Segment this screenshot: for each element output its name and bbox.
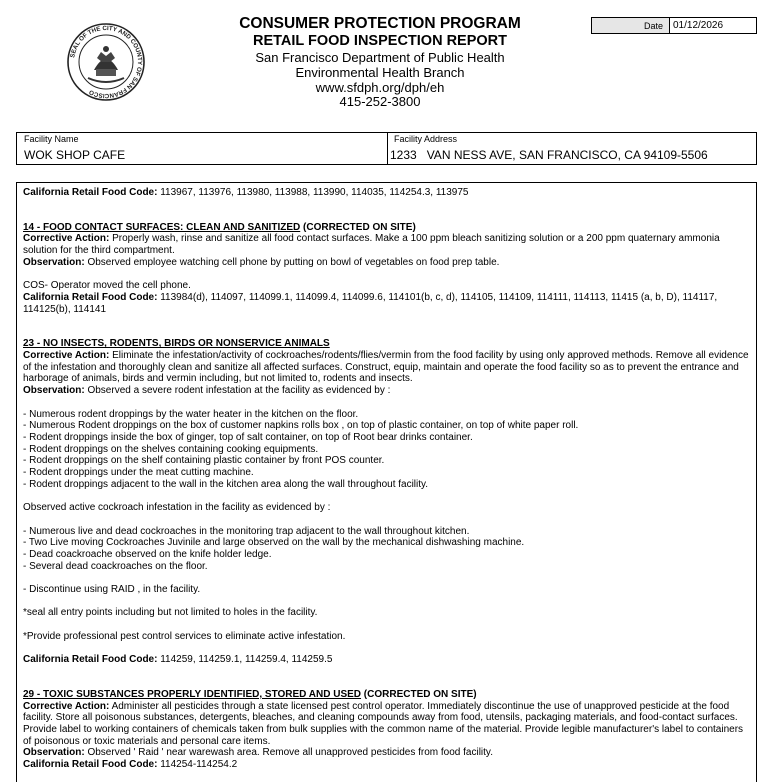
facility-name: WOK SHOP CAFE (24, 148, 126, 162)
facility-name-cell (17, 133, 388, 164)
list-item: - Numerous rodent droppings by the water heater in the kitchen on the floor. (23, 408, 359, 420)
date-field (591, 17, 757, 34)
program-title: CONSUMER PROTECTION PROGRAM (239, 15, 521, 32)
violation-title: 23 - NO INSECTS, RODENTS, BIRDS OR NONSERVICE ANIMALS (23, 338, 330, 350)
note-line: *Provide professional pest control services to eliminate active infestation. (23, 630, 346, 642)
list-item: - Rodent droppings under the meat cutting machine. (23, 467, 254, 479)
list-item: - Rodent droppings on the shelf containing plastic container by front POS counter. (23, 455, 385, 467)
corrective-action: Corrective Action: Eliminate the infestation/activity of cockroaches/rodents/flies/vermin from the food facility by using only approved methods. Remove all evidence of the infestation and thoroughly clean and sanitize all affected surfaces. Construct, equip, maintain and operate the food facility so as to prevent the entrance and harborage of animals, birds and vermin including, but not limited to, rodents and insects. (23, 350, 749, 385)
note-line: - Discontinue using RAID , in the facility. (23, 584, 201, 596)
violations-panel (16, 182, 757, 782)
list-item: - Rodent droppings adjacent to the wall in the kitchen area along the wall throughout facility. (23, 478, 429, 490)
note-line: COS- Operator moved the cell phone. (23, 280, 191, 292)
corrective-action: Corrective Action: Properly wash, rinse and sanitize all food contact surfaces. Make a 100 ppm bleach sanitizing solution or a 200 ppm quaternary ammonia solution for the third compartment. (23, 233, 720, 257)
list-item: - Several dead coackroaches on the floor. (23, 560, 208, 572)
violations-content (23, 187, 749, 771)
svg-text:SEAL OF THE CITY AND COUNTY OF: SEAL OF THE CITY AND COUNTY OF SAN FRANCISCO (69, 24, 144, 100)
violation-title: 14 - FOOD CONTACT SURFACES: CLEAN AND SANITIZED (CORRECTED ON SITE) (23, 221, 416, 233)
date-value: 01/12/2026 (673, 20, 724, 31)
date-label: Date (592, 18, 670, 33)
note-line: *seal all entry points including but not limited to holes in the facility. (23, 607, 318, 619)
list-item: - Rodent droppings inside the box of ginger, top of salt container, on top of Root bear drinks container. (23, 431, 473, 443)
facility-address: 1233 VAN NESS AVE, SAN FRANCISCO, CA 94109-5506 (390, 148, 708, 162)
list-item: - Two Live moving Cockroaches Juvinile and large observed on the wall by the mechanical dishwashing machine. (23, 537, 525, 549)
facility-name-label: Facility Name (24, 134, 79, 144)
facility-address-label: Facility Address (394, 134, 458, 144)
code-reference: California Retail Food Code: 113967, 113976, 113980, 113988, 113990, 114035, 114254.3, 113975 (23, 187, 469, 198)
facility-info (16, 132, 757, 165)
corrective-action: Corrective Action: Administer all pesticides through a state licensed pest control operator. Immediately discontinue the use of unapproved pesticide at the food facility. Store all poisonous substances, detergents, bleaches, and cleaning compounds away from food, utensils, packaging materials, and food-contact surfaces. Provide label to working containers of chemicals taken from bulk supplies with the common name of the material. Provide legible manufacturer's label to containers of poisonous or toxic materials and personal care items. (23, 700, 744, 747)
cockroach-intro: Observed active cockroach infestation in the facility as evidenced by : (23, 502, 331, 514)
list-item: - Rodent droppings on the shelves containing cooking equipments. (23, 443, 319, 455)
list-item: - Dead coackroache observed on the knife holder ledge. (23, 548, 272, 560)
code-reference: California Retail Food Code: 114254-114254.2 (23, 759, 238, 771)
code-reference: California Retail Food Code: 114259, 114259.1, 114259.4, 114259.5 (23, 654, 333, 666)
facility-address-cell (388, 133, 756, 164)
website-link[interactable]: www.sfdph.org/dph/eh (315, 80, 445, 95)
list-item: - Numerous live and dead cockroaches in the monitoring trap adjacent to the wall throughout kitchen. (23, 525, 470, 537)
observation: Observation: Observed ' Raid ' near warewash area. Remove all unapproved pesticides from food facility. (23, 747, 493, 759)
city-seal-logo (66, 22, 146, 102)
list-item: - Numerous Rodent droppings on the box of customer napkins rolls box , on top of plastic container, on top of white paper roll. (23, 420, 579, 432)
department-name: San Francisco Department of Public Health (255, 50, 505, 65)
phone-number: 415-252-3800 (339, 94, 421, 109)
violation-title: 29 - TOXIC SUBSTANCES PROPERLY IDENTIFIED, STORED AND USED (CORRECTED ON SITE) (23, 688, 477, 700)
code-reference: California Retail Food Code: 113984(d), 114097, 114099.1, 114099.4, 114099.6, 114101(b, c, d), 114105, 114109, 114111, 114113, 11415 (a, b, D), 114117, 114125(b), 114141 (23, 291, 718, 315)
report-title: RETAIL FOOD INSPECTION REPORT (252, 33, 508, 49)
observation: Observation: Observed employee watching cell phone by putting on bowl of vegetables on food prep table. (23, 256, 500, 268)
branch-name: Environmental Health Branch (295, 65, 465, 80)
observation: Observation: Observed a severe rodent infestation at the facility as evidenced by : (23, 385, 391, 397)
